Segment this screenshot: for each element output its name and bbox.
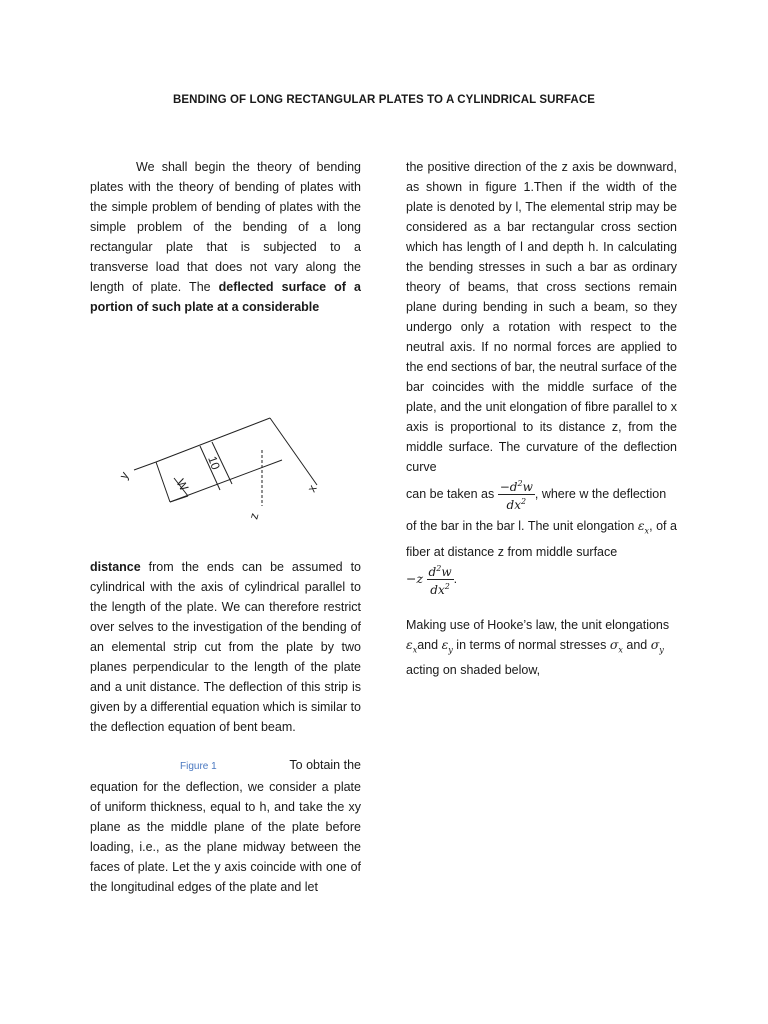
bold-phrase: deflected surface of a portion of such plate at a considerable [90, 280, 361, 314]
dimension-label-10: 10 [205, 454, 223, 472]
elongation-fraction: $\frac{d^2w}{dx^2}$ [428, 563, 452, 597]
paragraph-hookes-law: Making use of Hooke’s law, the unit elongations $\varepsilon_xand$ $\varepsilon_y$ in terms of normal stresses $\sigma_x$ and $\sigma_y$ acting on shaded below, [406, 617, 670, 677]
curvature-line: can be taken as $\frac{-d^2w}{dx^2}$ , where w the deflection [406, 479, 667, 512]
axis-label-x: x [304, 482, 320, 495]
left-column-top [90, 157, 361, 317]
paragraph-unit-elongation: of the bar in the bar l. The unit elongation $\varepsilon_x$, of a fiber at distance z from middle surface [406, 518, 677, 559]
right-column [406, 157, 677, 680]
curvature-fraction: $\frac{-d^2w}{dx^2}$ [499, 479, 533, 512]
figure-1-diagram [112, 410, 342, 530]
axis-label-y: y [116, 469, 132, 482]
paragraph-cylindrical: distance from the ends can be assumed to cylindrical with the axis of cylindrical parallel to the length of the plate. We can therefore restrict over selves to the investigation of the bending of an elemental strip cut from the plate by two planes perpendicular to the length of the plate and a unit distance. The deflection of this strip is given by a differential equation which is similar to the deflection equation of bent beam. [90, 560, 361, 734]
paragraph-deflection: Figure 1 To obtain the equation for the deflection, we consider a plate of uniform thickness, equal to h, and take the xy plane as the middle plane of the plate before loading, i.e., as the plane midway between the faces of plate. Let the y axis coincide with one of the longitudinal edges of the plate and let [90, 758, 361, 894]
page-title: BENDING OF LONG RECTANGULAR PLATES TO A CYLINDRICAL SURFACE [172, 94, 596, 106]
elongation-equation: −z $\frac{d^2w}{dx^2}$ . [406, 563, 458, 597]
paragraph-z-axis: the positive direction of the z axis be downward, as shown in figure 1.Then if the width of the plate is denoted by l, The elemental strip may be considered as a bar rectangular cross section which has length of l and depth h. In calculating the bending stresses in such a bar as ordinary theory of beams, that cross sections remain plane during bending in such a beam, so they undergo only a rotation with respect to the neutral axis. If no normal forces are applied to the end sections of bar, the neutral surface of the bar coincides with the middle surface of the plate, and the unit elongation of fibre parallel to x axis is proportional to its distance z, from the middle surface. The curvature of the deflection curve [406, 160, 678, 474]
paragraph-intro: We shall begin the theory of bending plates with the theory of bending of plates with the simple problem of bending of plates with the simple problem of the bending of a long rectangular plate that is subjected to a transverse load that does not vary along the length of plate. The deflected surface of a portion of such plate at a considerable [90, 160, 361, 314]
dimension-label-w: W [173, 476, 192, 494]
axis-label-z: z [246, 511, 262, 521]
plate-sketch [112, 410, 342, 530]
left-column-bottom [90, 557, 361, 897]
figure-caption: Figure 1 [180, 761, 217, 772]
